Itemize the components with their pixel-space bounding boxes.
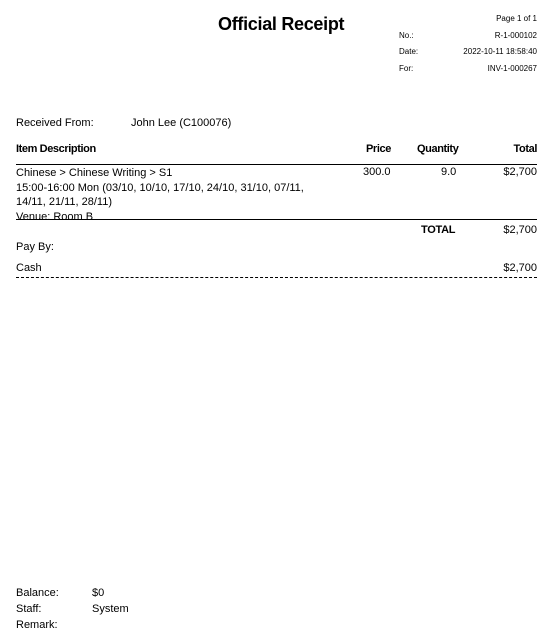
staff-label: Staff:	[16, 603, 42, 615]
item-line-3: 14/11, 21/11, 28/11)	[16, 196, 113, 208]
pay-by-label: Pay By:	[16, 241, 54, 253]
balance-value: $0	[92, 587, 105, 599]
invoice-ref-row	[399, 64, 537, 73]
item-line-4: Venue: Room B	[16, 210, 94, 223]
item-price: 300.0	[363, 166, 391, 178]
item-quantity: 9.0	[441, 166, 457, 178]
balance-row	[16, 587, 104, 599]
receipt-number-value: R-1-000102	[494, 31, 537, 40]
payment-divider	[16, 277, 537, 278]
receipt-date-row	[399, 47, 537, 56]
remark-label: Remark:	[16, 619, 58, 631]
item-total: $2,700	[503, 166, 537, 178]
remark-row	[16, 619, 92, 631]
grand-total-value: $2,700	[503, 224, 537, 236]
receipt-title: Official Receipt	[218, 14, 345, 34]
item-description	[16, 166, 316, 224]
payment-row	[16, 262, 537, 274]
header-description: Item Description	[16, 143, 96, 155]
item-line-2: 15:00-16:00 Mon (03/10, 10/10, 17/10, 24/10, 31/10, 07/11,	[16, 181, 304, 194]
receipt-date-label: Date:	[399, 47, 419, 56]
received-from-row	[16, 117, 231, 129]
items-divider	[16, 219, 537, 220]
payment-method: Cash	[16, 262, 42, 274]
receipt-date-value: 2022-10-11 18:58:40	[463, 47, 537, 56]
grand-total-label: TOTAL	[421, 224, 456, 236]
invoice-ref-value: INV-1-000267	[487, 64, 537, 73]
received-from-label: Received From:	[16, 117, 94, 129]
staff-value: System	[92, 603, 129, 615]
staff-row	[16, 603, 129, 615]
header-price: Price	[366, 143, 391, 155]
balance-label: Balance:	[16, 587, 59, 599]
header-total: Total	[513, 143, 537, 155]
received-from-value: John Lee (C100076)	[131, 117, 232, 129]
header-quantity: Quantity	[417, 143, 459, 155]
invoice-ref-label: For:	[399, 64, 414, 73]
receipt-number-label: No.:	[399, 31, 414, 40]
receipt-number-row	[399, 31, 537, 40]
header-divider	[16, 164, 537, 165]
item-line-1: Chinese > Chinese Writing > S1	[16, 167, 173, 179]
page-info: Page 1 of 1	[496, 14, 537, 23]
payment-amount: $2,700	[503, 262, 537, 274]
